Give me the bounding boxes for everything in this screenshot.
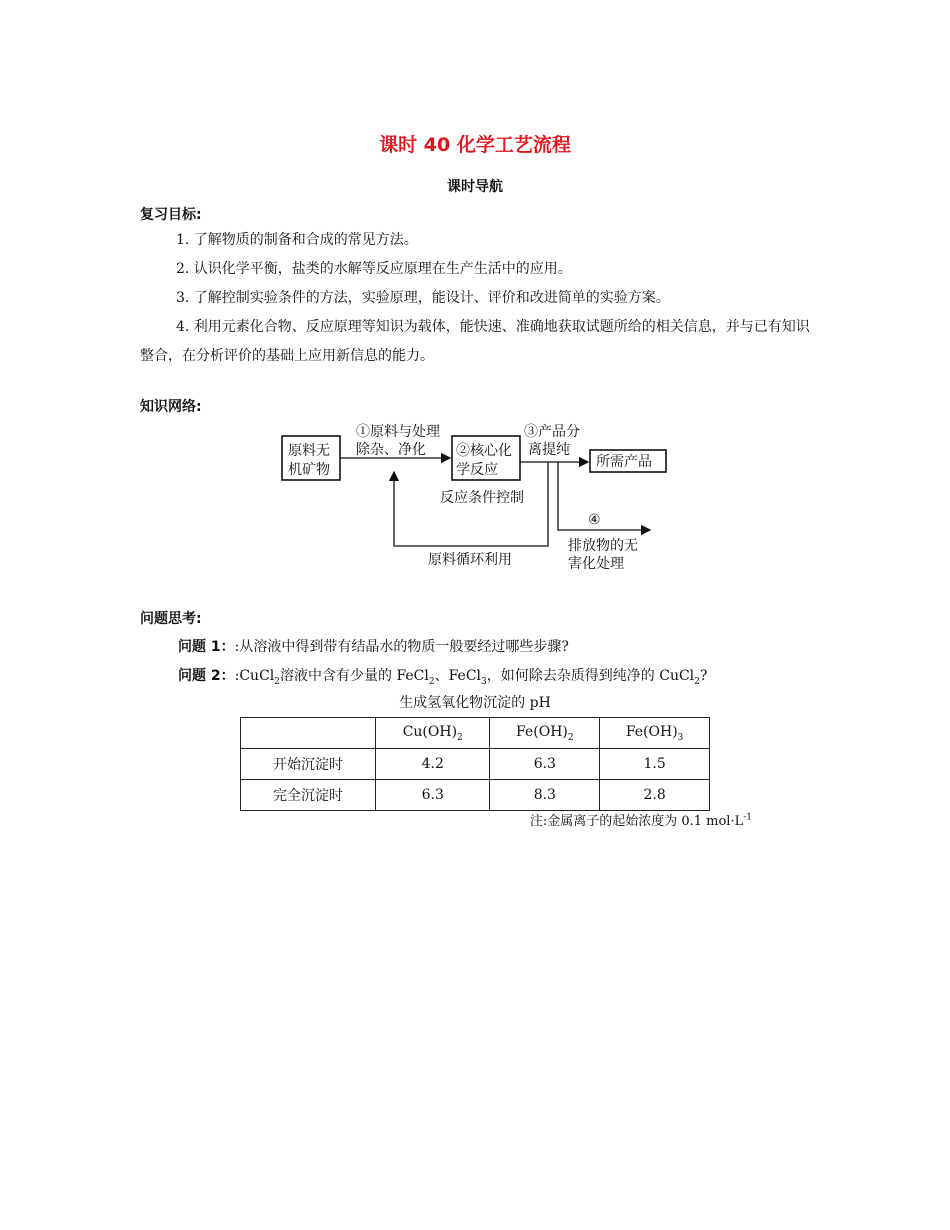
header-feoh3-sub: 3 <box>677 732 684 743</box>
raw-material-line2: 机矿物 <box>288 462 330 478</box>
questions-heading: 问题思考: <box>140 611 202 627</box>
question-2-label: 问题 2： <box>178 668 235 684</box>
row-label: 开始沉淀时 <box>241 749 376 780</box>
objective-4: 4. 利用元素化合物、反应原理等知识为载体，能快速、准确地获取试题所给的相关信息，并与已有知识整合，在分析评价的基础上应用新信息的能力。 <box>140 319 810 364</box>
sub-2c: 2 <box>694 676 700 687</box>
table-header-row <box>241 718 710 749</box>
header-cuoh2-sub: 2 <box>457 732 463 743</box>
raw-material-line1: 原料无 <box>288 443 330 459</box>
core-reaction-line1: ②核心化 <box>456 443 512 459</box>
step4-label: ④ <box>588 512 601 528</box>
row-label: 完全沉淀时 <box>241 780 376 811</box>
sub-2b: 2 <box>428 676 435 687</box>
question-1 <box>178 636 569 656</box>
page-subtitle: 课时导航 <box>447 179 503 195</box>
header-cuoh2-text: Cu(OH) <box>402 723 458 740</box>
condition-control-label: 反应条件控制 <box>440 490 524 506</box>
question-2-text-e: ? <box>699 668 708 684</box>
table-cell: 4.2 <box>376 749 490 780</box>
table-cell: 1.5 <box>600 749 710 780</box>
question-1-label: 问题 1： <box>178 639 235 655</box>
header-feoh3 <box>600 718 710 749</box>
header-feoh2-text: Fe(OH) <box>516 723 568 740</box>
table-row <box>241 749 710 780</box>
table-cell: 6.3 <box>376 780 490 811</box>
table-note-text: 注:金属离子的起始浓度为 0.1 mol·L <box>529 814 744 829</box>
core-reaction-line2: 学反应 <box>456 462 498 478</box>
header-cuoh2 <box>376 718 490 749</box>
review-heading: 复习目标: <box>140 207 202 223</box>
question-2-text-d: ，如何除去杂质得到纯净的 CuCl <box>486 668 695 684</box>
process-flow-diagram <box>270 418 670 578</box>
objective-1: 1. 了解物质的制备和合成的常见方法。 <box>176 232 418 248</box>
question-1-text: :从溶液中得到带有结晶水的物质一般要经过哪些步骤? <box>234 639 569 655</box>
header-feoh2 <box>490 718 600 749</box>
header-feoh2-sub: 2 <box>567 732 574 743</box>
question-2-text-b: 溶液中含有少量的 FeCl <box>280 668 429 684</box>
recycle-label: 原料循环利用 <box>428 552 512 568</box>
step3-line2: 离提纯 <box>528 442 570 458</box>
objective-2: 2. 认识化学平衡，盐类的水解等反应原理在生产生活中的应用。 <box>176 261 572 277</box>
sub-2a: 2 <box>274 676 280 687</box>
header-empty <box>241 718 376 749</box>
objective-3: 3. 了解控制实验条件的方法，实验原理，能设计、评价和改进简单的实验方案。 <box>176 290 670 306</box>
table-cell: 6.3 <box>490 749 600 780</box>
question-2-text-c: 、FeCl <box>434 668 482 684</box>
step1-line1: ①原料与处理 <box>356 424 440 440</box>
discharge-line1: 排放物的无 <box>568 538 638 554</box>
sub-3: 3 <box>481 676 487 687</box>
question-2-text-a: :CuCl <box>234 668 275 684</box>
table-cell: 2.8 <box>600 780 710 811</box>
product-label: 所需产品 <box>596 454 652 470</box>
table-caption: 生成氢氧化物沉淀的 pH <box>399 695 551 711</box>
header-feoh3-text: Fe(OH) <box>625 723 678 740</box>
ph-table <box>240 717 710 811</box>
step3-line1: ③产品分 <box>524 424 580 440</box>
step1-line2: 除杂、净化 <box>356 442 426 458</box>
network-heading: 知识网络: <box>140 399 202 415</box>
discharge-line2: 害化处理 <box>568 556 624 572</box>
table-row <box>241 780 710 811</box>
table-note-sup: -1 <box>743 812 752 823</box>
table-cell: 8.3 <box>490 780 600 811</box>
table-note <box>530 810 752 829</box>
page-title: 课时 40 化学工艺流程 <box>379 134 571 156</box>
question-2 <box>178 665 707 687</box>
